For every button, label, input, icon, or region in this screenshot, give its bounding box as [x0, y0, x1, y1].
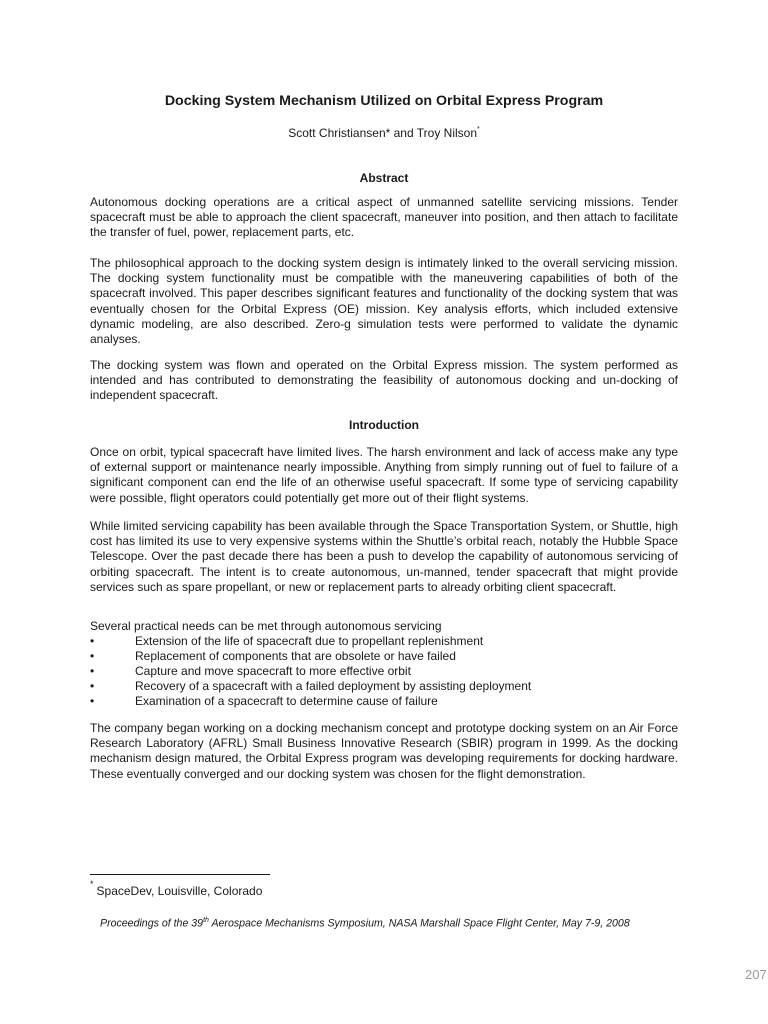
- proceedings-text-start: Proceedings of the 39: [100, 917, 204, 930]
- proceedings-line: [100, 917, 630, 930]
- bullet-icon: •: [90, 694, 95, 708]
- list-item-text: Examination of a spacecraft to determine cause of failure: [135, 694, 438, 708]
- footnote-mark: *: [90, 879, 94, 889]
- intro-paragraph-2: While limited servicing capability has been available through the Space Transportation System, or Shuttle, high cost has limited its use to very expensive systems within the Shuttle’s orbital reach, notably the Hubble Space Telescope. Over the past decade there has been a push to develop the capability of autonomous servicing of orbiting spacecraft. The intent is to create autonomous, un-manned, tender spacecraft that might provide services such as spare propellant, or new or replacement parts to already orbiting client spacecraft.: [90, 519, 678, 594]
- proceedings-ordinal: th: [203, 917, 209, 924]
- paper-page: [90, 0, 767, 1024]
- abstract-paragraph-3: The docking system was flown and operated on the Orbital Express mission. The system performed as intended and has contributed to demonstrating the feasibility of autonomous docking and un-docking of independent spacecraft.: [90, 358, 678, 403]
- list-item-text: Recovery of a spacecraft with a failed deployment by assisting deployment: [135, 679, 532, 693]
- intro-paragraph-1: Once on orbit, typical spacecraft have limited lives. The harsh environment and lack of access make any type of external support or maintenance nearly impossible. Anything from simply running out of fuel to failure of a significant component can end the life of an otherwise useful spacecraft. If some type of servicing capability were possible, flight operators could potentially get more out of their flight systems.: [90, 445, 678, 505]
- page-number: 207: [745, 967, 767, 982]
- paper-authors: [90, 126, 678, 140]
- bullet-icon: •: [90, 649, 95, 663]
- closing-paragraph: The company began working on a docking mechanism concept and prototype docking system on an Air Force Research Laboratory (AFRL) Small Business Innovative Research (SBIR) program in 1999. As the docking mechanism design matured, the Orbital Express program was developing requirements for docking hardware. These eventually converged and our docking system was chosen for the flight demonstration.: [90, 721, 678, 781]
- abstract-paragraph-1: Autonomous docking operations are a critical aspect of unmanned satellite servicing missions. Tender spacecraft must be able to approach the client spacecraft, maneuver into position, and then attach to facilitate the transfer of fuel, power, replacement parts, etc.: [90, 195, 678, 240]
- introduction-heading: Introduction: [349, 418, 419, 432]
- proceedings-text-end: Aerospace Mechanisms Symposium, NASA Marshall Space Flight Center, May 7-9, 2008: [208, 917, 630, 930]
- needs-list-intro: Several practical needs can be met through autonomous servicing: [90, 619, 442, 633]
- author-names: Scott Christiansen* and Troy Nilson: [288, 126, 478, 140]
- list-item-text: Extension of the life of spacecraft due to propellant replenishment: [135, 634, 484, 648]
- list-item-text: Capture and move spacecraft to more effective orbit: [135, 664, 411, 678]
- bullet-icon: •: [90, 634, 95, 648]
- abstract-heading: Abstract: [359, 171, 409, 185]
- list-item-text: Replacement of components that are obsolete or have failed: [135, 649, 456, 663]
- bullet-icon: •: [90, 679, 95, 693]
- bullet-icon: •: [90, 664, 95, 678]
- author-footnote-mark: *: [477, 126, 480, 133]
- footnote: [90, 879, 263, 898]
- abstract-paragraph-2: The philosophical approach to the docking system design is intimately linked to the overall servicing mission. The docking system functionality must be compatible with the maneuvering capabilities of both of the spacecraft involved. This paper describes significant features and functionality of the docking system that was eventually chosen for the Orbital Express (OE) mission. Key analysis efforts, which included extensive dynamic modeling, are also described. Zero-g simulation tests were performed to validate the dynamic analyses.: [90, 256, 678, 347]
- footnote-text: SpaceDev, Louisville, Colorado: [96, 884, 263, 898]
- paper-title: Docking System Mechanism Utilized on Orbital Express Program: [164, 93, 604, 109]
- footnote-divider: [90, 874, 270, 875]
